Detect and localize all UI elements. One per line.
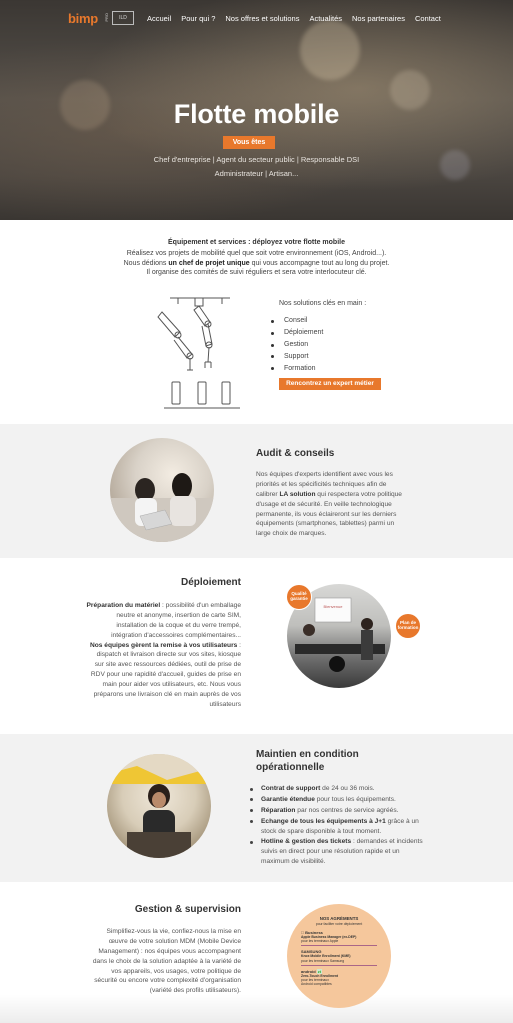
maintien-photo bbox=[107, 754, 211, 858]
robot-arm-illustration bbox=[150, 292, 240, 412]
logo-text: bimp bbox=[68, 11, 98, 26]
maintien-list bbox=[249, 784, 429, 868]
nav-item-pour-qui[interactable]: Pour qui ? bbox=[181, 14, 216, 23]
list-item: Réparation par nos centres de service agréés. bbox=[249, 806, 429, 816]
nav-item-partenaires[interactable]: Nos partenaires bbox=[352, 14, 405, 23]
list-item: Echange de tous les équipements à J+1 grâce à un stock de spare disponible à tout moment. bbox=[249, 817, 429, 837]
list-item: Hotline & gestion des tickets : demandes et incidents suivis en direct pour une résolution rapide et un maximum de visibilité. bbox=[249, 837, 429, 867]
logo[interactable] bbox=[68, 10, 148, 28]
nav-item-offres[interactable]: Nos offres et solutions bbox=[225, 14, 300, 23]
expert-button[interactable]: Rencontrez un expert métier bbox=[279, 378, 381, 390]
deploiement-section bbox=[0, 558, 513, 734]
deploiement-text: Préparation du matériel : possibilité d'un emballage neutre et anonyme, insertion de carte SIM, installation de la coque et du verre trempé, intégration d'accessoires complémentaires... Nos équipes gèrent la remise à vos utilisateurs : dispatch et livraison directe sur vos sites, kiosque sur site avec ressources dédiées, outil de prise de RDV pour une rapidité d'accueil, guides de prise en main pour aider vos utilisateurs, etc. Nous vous préparons une livraison clé en main auprès de vos utilisateurs bbox=[86, 602, 241, 708]
list-item: Déploiement bbox=[271, 328, 366, 337]
audit-title: Audit & conseils bbox=[256, 448, 335, 459]
audit-section bbox=[0, 424, 513, 558]
maintien-section bbox=[0, 734, 513, 882]
gestion-section bbox=[0, 882, 513, 1023]
nav-item-accueil[interactable]: Accueil bbox=[147, 14, 172, 23]
intro-line-1: Réalisez vos projets de mobilité quel que soit votre environnement (iOS, Android...). bbox=[126, 250, 387, 258]
maintien-title: Maintien en condition opérationnelle bbox=[256, 749, 359, 773]
solutions-list bbox=[271, 316, 366, 373]
hero-banner bbox=[0, 0, 513, 220]
list-item: Formation bbox=[271, 364, 366, 373]
nav-item-actualites[interactable]: Actualités bbox=[309, 14, 342, 23]
solutions-heading: Nos solutions clés en main : bbox=[279, 300, 367, 307]
training-badge: Plan de formation bbox=[395, 613, 421, 639]
logo-box: ILD bbox=[112, 11, 134, 25]
intro-line-3: Il organise des comités de suivi réguliers et sera votre interlocuteur clé. bbox=[146, 269, 367, 277]
page-title: Flotte mobile bbox=[173, 99, 340, 129]
list-item: Support bbox=[271, 352, 366, 361]
agrements-card: NOS AGRÉMENTS pour faciliter votre déploiement Business Apple Business Manager (ex-DEP) pour les terminaux Apple SAMSUNG Knox Mobile Enrollment (KME) pour les terminaux Samsung android zt Zero-Touch Enrollment pour les terminaux Android compatibles bbox=[287, 904, 391, 1008]
screen-text: Bienvenue bbox=[323, 604, 343, 609]
agrements-title: NOS AGRÉMENTS bbox=[319, 916, 359, 921]
vous-etes-button[interactable]: Vous êtes bbox=[223, 136, 275, 149]
audit-text: Nos équipes d'experts identifient avec vous les priorités et les spécificités techniques afin de calibrer LA solution qui respectera votre politique d'usage et de sécurité. En veille technologique permanente, ils vous éclaireront sur les derniers équipements (smartphones, tablettes) parmi un large choix de marques. bbox=[256, 471, 402, 538]
list-item: Conseil bbox=[271, 316, 366, 325]
agrements-subtitle: pour faciliter votre déploiement bbox=[315, 921, 363, 926]
apple-business-logo: Business bbox=[301, 929, 319, 935]
bokeh-light bbox=[300, 20, 360, 80]
solutions-block bbox=[279, 299, 366, 376]
intro-section bbox=[0, 238, 513, 278]
audit-photo bbox=[110, 438, 214, 542]
list-item: Gestion bbox=[271, 340, 366, 349]
nav-item-contact[interactable]: Contact bbox=[414, 14, 441, 23]
deploiement-title: Déploiement bbox=[180, 577, 241, 588]
list-item: Contrat de support de 24 ou 36 mois. bbox=[249, 784, 429, 794]
hero-subtitle-1: Chef d'entreprise | Agent du secteur public | Responsable DSI bbox=[153, 155, 360, 164]
main-nav bbox=[147, 14, 441, 24]
list-item: Garantie étendue pour tous les équipements. bbox=[249, 795, 429, 805]
logo-sub: PRO bbox=[104, 13, 109, 22]
quality-badge: Qualité garantie bbox=[286, 584, 312, 610]
samsung-logo: SAMSUNG bbox=[301, 949, 322, 955]
intro-title: Équipement et services : déployez votre flotte mobile bbox=[168, 239, 345, 246]
intro-line-2: Nous dédions un chef de projet unique qui vous accompagne tout au long du projet. bbox=[123, 259, 390, 267]
gestion-title: Gestion & supervision bbox=[134, 904, 241, 915]
hero-subtitle-2: Administrateur | Artisan... bbox=[214, 169, 299, 178]
gestion-text: Simplifiez-vous la vie, confiez-nous la mise en œuvre de votre solution MDM (Mobile Device Management) : nos équipes vous accompagnent dans le choix de la solution adaptée à la variété de vos appareils, vos usages, votre politique de sécurité ou encore votre complexité d'organisation (variété des profils utilisateurs). bbox=[92, 928, 241, 995]
android-zero-touch-logo: android zt bbox=[301, 968, 322, 974]
